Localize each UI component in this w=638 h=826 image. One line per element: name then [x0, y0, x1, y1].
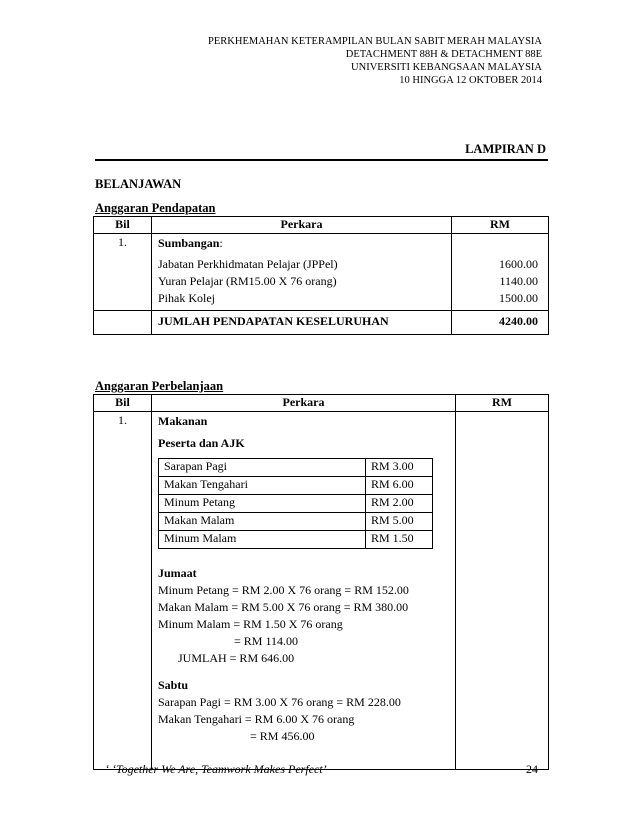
table-row: [159, 459, 433, 477]
header-line: UNIVERSITI KEBANGSAAN MALAYSIA: [351, 62, 542, 73]
calc-line: Makan Tengahari = RM 6.00 X 76 orang: [158, 712, 355, 726]
col-header-perkara: Perkara: [152, 217, 452, 234]
col-header-perkara: Perkara: [152, 395, 456, 412]
income-item-label: Jabatan Perkhidmatan Pelajar (JPPel): [158, 257, 338, 271]
row-rm: [456, 412, 549, 770]
calc-line: = RM 456.00: [250, 729, 315, 743]
meal-name: Makan Malam: [159, 513, 366, 531]
page-number: 24: [526, 762, 538, 776]
calc-line: Minum Petang = RM 2.00 X 76 orang = RM 152.00: [158, 583, 409, 597]
row-heading: [158, 235, 445, 252]
table-row: [94, 412, 549, 770]
table-row: [159, 513, 433, 531]
calc-line: Makan Malam = RM 5.00 X 76 orang = RM 380.00: [158, 600, 409, 614]
income-item-label: Yuran Pelajar (RM15.00 X 76 orang): [158, 274, 337, 288]
header-line: 10 HINGGA 12 OKTOBER 2014: [399, 75, 542, 86]
calc-line: Sarapan Pagi = RM 3.00 X 76 orang = RM 228.00: [158, 695, 401, 709]
row-heading: Makanan: [158, 414, 208, 428]
meal-name: Minum Petang: [159, 495, 366, 513]
calc-total: JUMLAH = RM 646.00: [178, 651, 295, 665]
meal-name: Makan Tengahari: [159, 477, 366, 495]
calc-line: Minum Malam = RM 1.50 X 76 orang: [158, 617, 343, 631]
meal-rate-table: [158, 458, 433, 549]
table-row: [159, 495, 433, 513]
income-title: Anggaran Pendapatan: [95, 201, 216, 215]
meal-price: RM 1.50: [366, 531, 433, 549]
meal-price: RM 5.00: [366, 513, 433, 531]
row-heading-suffix: :: [219, 236, 223, 250]
table-row: [94, 234, 549, 311]
meal-price: RM 2.00: [366, 495, 433, 513]
header-line: PERKHEMAHAN KETERAMPILAN BULAN SABIT MERAH MALAYSIA: [208, 36, 542, 47]
total-label: JUMLAH PENDAPATAN KESELURUHAN: [152, 311, 452, 335]
group-heading: Peserta dan AJK: [158, 436, 245, 450]
income-item-amount: 1140.00: [499, 274, 538, 288]
table-row: [159, 531, 433, 549]
meal-price: RM 3.00: [366, 459, 433, 477]
row-bil: 1.: [94, 234, 152, 311]
meal-name: Sarapan Pagi: [159, 459, 366, 477]
header-line: DETACHMENT 88H & DETACHMENT 88E: [345, 49, 542, 60]
col-header-rm: RM: [452, 217, 549, 234]
jumaat-title: Jumaat: [158, 566, 197, 580]
header-divider: [95, 159, 548, 161]
section-title: BELANJAWAN: [95, 177, 182, 191]
col-header-rm: RM: [456, 395, 549, 412]
row-perkara: [152, 234, 452, 311]
income-item-amount: 1600.00: [499, 257, 538, 271]
meal-price: RM 6.00: [366, 477, 433, 495]
income-item-label: Pihak Kolej: [158, 291, 215, 305]
row-bil: 1.: [94, 412, 152, 770]
row-perkara: [152, 412, 456, 770]
table-header-row: [94, 217, 549, 234]
total-row: [94, 311, 549, 335]
sabtu-title: Sabtu: [158, 678, 189, 692]
calc-line: = RM 114.00: [234, 634, 298, 648]
col-header-bil: Bil: [94, 217, 152, 234]
footer-motto: ‘ ‘Together We Are, Teamwork Makes Perfect’: [105, 762, 327, 776]
meal-name: Minum Malam: [159, 531, 366, 549]
col-header-bil: Bil: [94, 395, 152, 412]
income-table: [93, 216, 549, 335]
document-header: [208, 35, 542, 87]
expense-table: [93, 394, 549, 770]
row-heading-text: Sumbangan: [158, 236, 220, 250]
table-header-row: [94, 395, 549, 412]
total-amount: 4240.00: [452, 311, 549, 335]
expense-title: Anggaran Perbelanjaan: [95, 379, 224, 393]
appendix-label: LAMPIRAN D: [465, 142, 546, 156]
income-item-amount: 1500.00: [499, 291, 538, 305]
table-row: [159, 477, 433, 495]
row-rm: [452, 234, 549, 311]
